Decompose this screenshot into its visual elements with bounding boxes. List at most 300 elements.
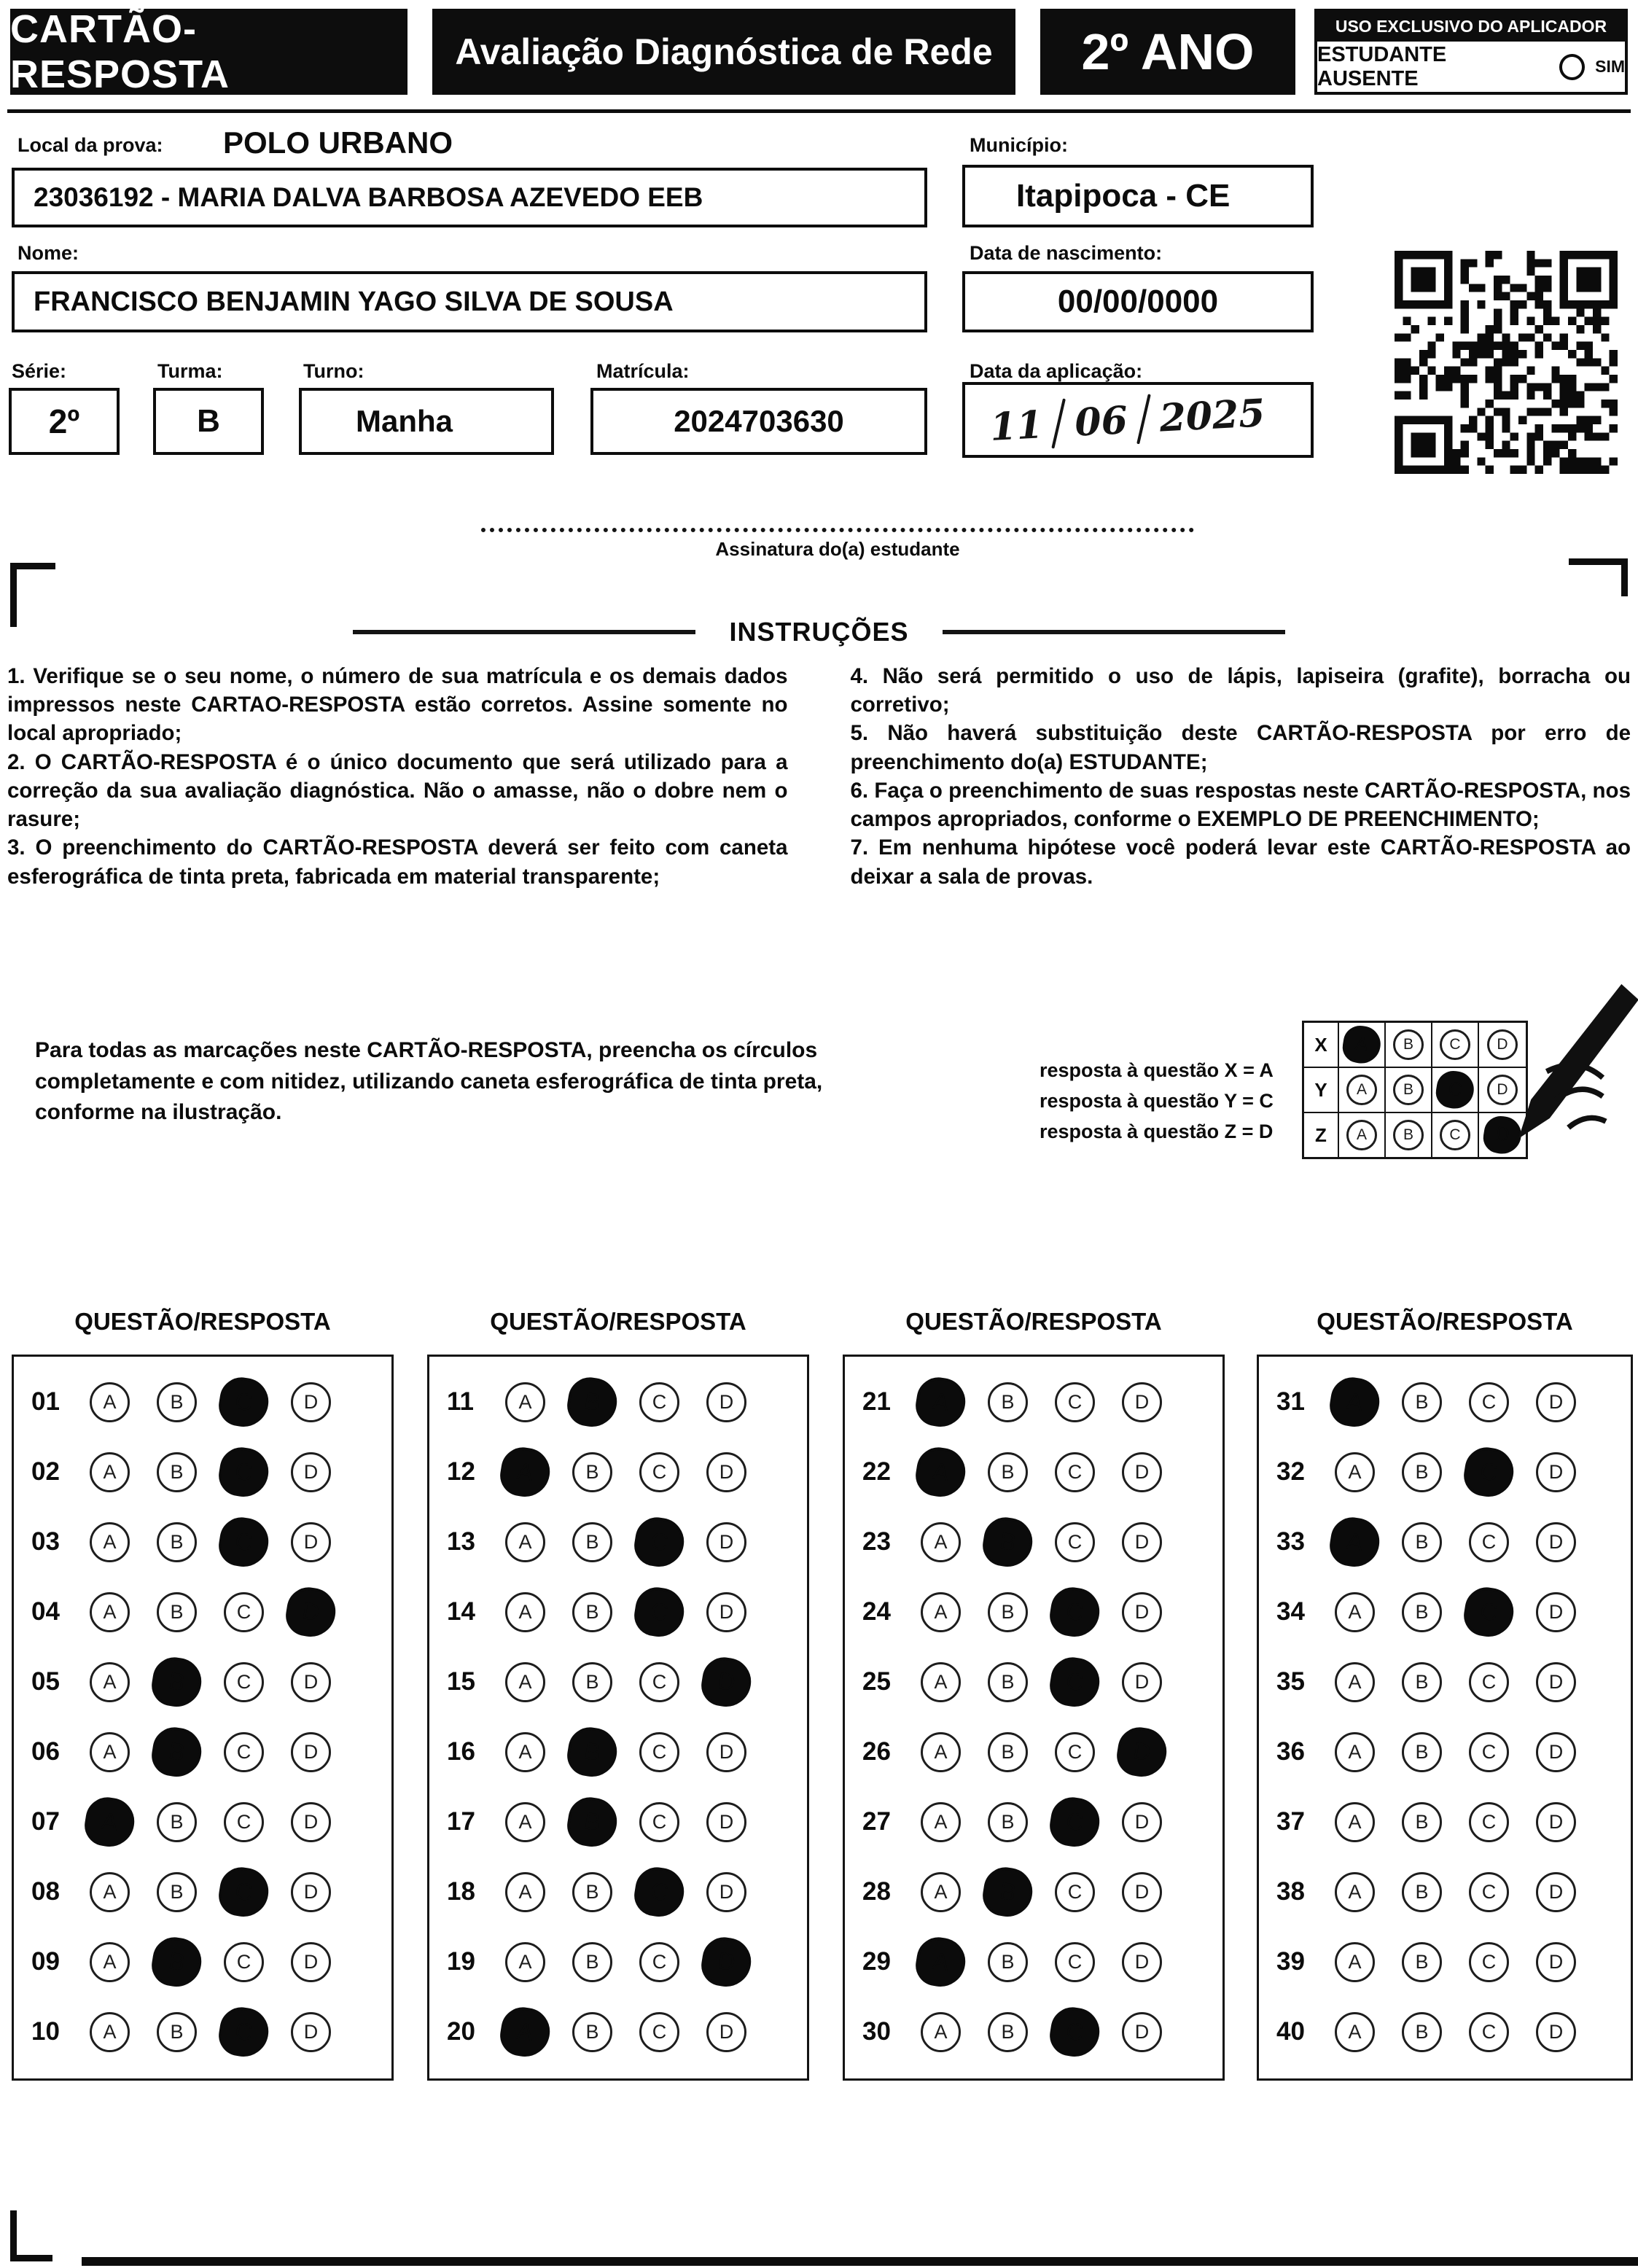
question-number: 16: [447, 1737, 475, 1766]
answer-bubble-18-d[interactable]: D: [706, 1872, 746, 1912]
answer-bubble-30-b[interactable]: B: [988, 2012, 1028, 2052]
answer-row: [1259, 1997, 1631, 2067]
question-number: 14: [447, 1597, 475, 1626]
answer-bubble-05-c[interactable]: C: [224, 1662, 264, 1702]
answer-bubble-29-c[interactable]: C: [1055, 1942, 1095, 1982]
answer-bubble-01-b[interactable]: B: [157, 1382, 197, 1422]
answer-bubble-35-a[interactable]: A: [1335, 1662, 1375, 1702]
answer-bubble-01-d[interactable]: D: [291, 1382, 331, 1422]
question-number: 32: [1276, 1457, 1305, 1486]
answer-row: [845, 1997, 1222, 2067]
example-bubble-cell: [1432, 1023, 1479, 1067]
question-number: 31: [1276, 1387, 1305, 1416]
answer-bubble-13-a[interactable]: A: [505, 1522, 545, 1562]
answer-bubble-12-c[interactable]: C: [639, 1452, 679, 1492]
answer-row: [1259, 1437, 1631, 1507]
answer-row: [429, 1367, 807, 1437]
answer-bubble-10-a[interactable]: A: [90, 2012, 130, 2052]
instruction-item: 6. Faça o preenchimento de suas respostas neste CARTÃO-RESPOSTA, nos campos apropriados, conforme o EXEMPLO DE PREENCHIMENTO;: [850, 778, 1631, 832]
answer-bubble-31-d[interactable]: D: [1536, 1382, 1576, 1422]
answer-bubble-17-c[interactable]: C: [639, 1802, 679, 1842]
answer-bubble-38-a[interactable]: A: [1335, 1872, 1375, 1912]
answer-bubble-04-c[interactable]: C: [224, 1592, 264, 1632]
question-number: 40: [1276, 2017, 1305, 2046]
answer-bubble-07-c[interactable]: C: [224, 1802, 264, 1842]
pen-hand-illustration: [1484, 980, 1638, 1169]
question-number: 08: [31, 1877, 60, 1906]
answer-bubble-14-b[interactable]: B: [572, 1592, 612, 1632]
answer-bubble-35-c[interactable]: C: [1469, 1662, 1509, 1702]
answer-bubble-02-c[interactable]: C: [216, 1444, 272, 1500]
answer-bubble-24-a[interactable]: A: [921, 1592, 961, 1632]
answer-bubble-06-d[interactable]: D: [291, 1732, 331, 1772]
answer-bubble-33-d[interactable]: D: [1536, 1522, 1576, 1562]
answer-bubble-01-c[interactable]: C: [216, 1374, 272, 1430]
answer-bubble-18-b[interactable]: B: [572, 1872, 612, 1912]
answer-bubble-13-d[interactable]: D: [706, 1522, 746, 1562]
answer-column-header: QUESTÃO/RESPOSTA: [1317, 1308, 1573, 1335]
answer-bubble-38-c[interactable]: C: [1469, 1872, 1509, 1912]
answer-bubble-37-d[interactable]: D: [1536, 1802, 1576, 1842]
answer-bubble-09-d[interactable]: D: [291, 1942, 331, 1982]
answer-bubble-22-d[interactable]: D: [1122, 1452, 1162, 1492]
answer-row: [429, 1577, 807, 1647]
answer-bubble-28-d[interactable]: D: [1122, 1872, 1162, 1912]
answer-bubble-03-d[interactable]: D: [291, 1522, 331, 1562]
instruction-item: 2. O CARTÃO-RESPOSTA é o único documento que será utilizado para a correção da sua avaliação diagnóstica. Não o amasse, não o dobre nem o rasure;: [7, 749, 788, 832]
answer-row: [14, 1437, 391, 1507]
answer-bubble-23-b[interactable]: B: [980, 1514, 1036, 1570]
question-number: 38: [1276, 1877, 1305, 1906]
answer-row: [429, 1507, 807, 1577]
answer-bubble-27-b[interactable]: B: [988, 1802, 1028, 1842]
answer-bubble-23-a[interactable]: A: [921, 1522, 961, 1562]
answer-bubble-37-a[interactable]: A: [1335, 1802, 1375, 1842]
example-bubble-x-d: D: [1487, 1029, 1518, 1060]
answer-bubble-19-b[interactable]: B: [572, 1942, 612, 1982]
answer-bubble-16-b[interactable]: B: [564, 1724, 620, 1780]
answer-bubble-15-a[interactable]: A: [505, 1662, 545, 1702]
answer-bubble-11-b[interactable]: B: [564, 1374, 620, 1430]
question-number: 17: [447, 1807, 475, 1836]
answer-bubble-02-a[interactable]: A: [90, 1452, 130, 1492]
answer-bubble-10-c[interactable]: C: [216, 2004, 272, 2060]
answer-row: [429, 1787, 807, 1857]
answer-bubble-03-b[interactable]: B: [157, 1522, 197, 1562]
question-number: 09: [31, 1947, 60, 1976]
answer-bubble-21-a[interactable]: A: [913, 1374, 969, 1430]
answer-row: [1259, 1367, 1631, 1437]
answer-row: [14, 1647, 391, 1717]
answer-bubble-38-d[interactable]: D: [1536, 1872, 1576, 1912]
answer-bubble-18-c[interactable]: C: [631, 1864, 687, 1920]
answer-bubble-36-c[interactable]: C: [1469, 1732, 1509, 1772]
answer-bubble-11-d[interactable]: D: [706, 1382, 746, 1422]
answer-bubble-07-a[interactable]: A: [82, 1794, 138, 1850]
answer-bubble-16-a[interactable]: A: [505, 1732, 545, 1772]
signature-label: Assinatura do(a) estudante: [715, 538, 960, 560]
answer-bubble-21-d[interactable]: D: [1122, 1382, 1162, 1422]
answer-row: [14, 1787, 391, 1857]
answer-bubble-31-a[interactable]: A: [1327, 1374, 1383, 1430]
answer-row: [14, 1857, 391, 1927]
answer-bubble-28-c[interactable]: C: [1055, 1872, 1095, 1912]
student-name-field: FRANCISCO BENJAMIN YAGO SILVA DE SOUSA: [12, 271, 927, 332]
answer-bubble-25-d[interactable]: D: [1122, 1662, 1162, 1702]
answer-bubble-13-b[interactable]: B: [572, 1522, 612, 1562]
birth-date-field: 00/00/0000: [962, 271, 1314, 332]
answer-column-header: QUESTÃO/RESPOSTA: [905, 1308, 1162, 1335]
answer-bubble-24-d[interactable]: D: [1122, 1592, 1162, 1632]
school-field: 23036192 - MARIA DALVA BARBOSA AZEVEDO EEB: [12, 168, 927, 227]
answer-bubble-30-d[interactable]: D: [1122, 2012, 1162, 2052]
answer-bubble-13-c[interactable]: C: [631, 1514, 687, 1570]
answer-row: [1259, 1717, 1631, 1787]
answer-bubble-11-a[interactable]: A: [505, 1382, 545, 1422]
answer-bubble-04-d[interactable]: D: [283, 1584, 339, 1640]
question-number: 13: [447, 1527, 475, 1556]
instruction-item: 5. Não haverá substituição deste CARTÃO-RESPOSTA por erro de preenchimento do(a) ESTUDANTE;: [850, 721, 1631, 774]
question-number: 39: [1276, 1947, 1305, 1976]
question-number: 05: [31, 1667, 60, 1696]
answer-row: [429, 1997, 807, 2067]
answer-bubble-01-a[interactable]: A: [90, 1382, 130, 1422]
answer-bubble-14-c[interactable]: C: [631, 1584, 687, 1640]
example-bubble-z-b: B: [1393, 1120, 1424, 1150]
answer-bubble-02-d[interactable]: D: [291, 1452, 331, 1492]
answer-row: [14, 1927, 391, 1997]
instruction-item: 4. Não será permitido o uso de lápis, lapiseira (grafite), borracha ou corretivo;: [850, 664, 1631, 717]
answer-bubble-29-a[interactable]: A: [913, 1934, 969, 1990]
answer-bubble-19-d[interactable]: D: [698, 1934, 754, 1990]
answer-row: [845, 1787, 1222, 1857]
answer-row: [14, 1507, 391, 1577]
nome-label: Nome:: [17, 242, 79, 264]
answer-bubble-09-b[interactable]: B: [149, 1934, 205, 1990]
answer-bubble-18-a[interactable]: A: [505, 1872, 545, 1912]
answer-bubble-40-b[interactable]: B: [1402, 2012, 1442, 2052]
answer-bubble-27-d[interactable]: D: [1122, 1802, 1162, 1842]
answer-bubble-39-d[interactable]: D: [1536, 1942, 1576, 1982]
example-bubble-cell: [1339, 1113, 1386, 1157]
answer-bubble-25-c[interactable]: C: [1047, 1654, 1103, 1710]
answer-bubble-24-c[interactable]: C: [1047, 1584, 1103, 1640]
local-da-prova-value: POLO URBANO: [223, 125, 453, 160]
example-bubble-cell: [1386, 1068, 1432, 1112]
example-bubble-z-a: A: [1346, 1120, 1377, 1150]
header: [10, 9, 1628, 95]
answer-bubble-39-c[interactable]: C: [1469, 1942, 1509, 1982]
answer-bubble-40-c[interactable]: C: [1469, 2012, 1509, 2052]
question-number: 28: [862, 1877, 891, 1906]
answer-bubble-15-c[interactable]: C: [639, 1662, 679, 1702]
answer-column-box: [427, 1355, 809, 2081]
turma-label: Turma:: [157, 360, 223, 382]
question-number: 23: [862, 1527, 891, 1556]
answer-bubble-29-d[interactable]: D: [1122, 1942, 1162, 1982]
absent-label: ESTUDANTE AUSENTE: [1317, 42, 1447, 90]
answer-bubble-32-d[interactable]: D: [1536, 1452, 1576, 1492]
answer-bubble-15-b[interactable]: B: [572, 1662, 612, 1702]
question-number: 15: [447, 1667, 475, 1696]
instructions-header: [0, 617, 1638, 647]
answer-bubble-37-c[interactable]: C: [1469, 1802, 1509, 1842]
answer-bubble-40-d[interactable]: D: [1536, 2012, 1576, 2052]
answer-bubble-08-b[interactable]: B: [157, 1872, 197, 1912]
instructions-right: [851, 662, 1631, 891]
answer-bubble-34-c[interactable]: C: [1461, 1584, 1517, 1640]
answer-bubble-40-a[interactable]: A: [1335, 2012, 1375, 2052]
example-caption-line: resposta à questão X = A: [1040, 1059, 1274, 1081]
answer-row: [429, 1437, 807, 1507]
answer-bubble-35-b[interactable]: B: [1402, 1662, 1442, 1702]
answer-bubble-05-b[interactable]: B: [149, 1654, 205, 1710]
answer-bubble-27-a[interactable]: A: [921, 1802, 961, 1842]
applicator-box: [1314, 9, 1628, 95]
answer-bubble-08-c[interactable]: C: [216, 1864, 272, 1920]
answer-row: [1259, 1787, 1631, 1857]
example-caption-line: resposta à questão Y = C: [1040, 1089, 1274, 1112]
answer-bubble-06-b[interactable]: B: [149, 1724, 205, 1780]
local-da-prova-label: Local da prova:: [17, 134, 163, 156]
answer-bubble-09-a[interactable]: A: [90, 1942, 130, 1982]
answer-bubble-14-d[interactable]: D: [706, 1592, 746, 1632]
answer-bubble-07-d[interactable]: D: [291, 1802, 331, 1842]
signature-line[interactable]: [481, 528, 1194, 532]
answer-bubble-22-c[interactable]: C: [1055, 1452, 1095, 1492]
handwritten-separator: [1052, 398, 1066, 448]
answer-bubble-08-a[interactable]: A: [90, 1872, 130, 1912]
answer-bubble-26-c[interactable]: C: [1055, 1732, 1095, 1772]
example-row-label: X: [1304, 1023, 1339, 1067]
answer-bubble-17-b[interactable]: B: [564, 1794, 620, 1850]
crop-mark-bottom-left: [10, 2210, 52, 2261]
answer-bubble-20-a[interactable]: A: [497, 2004, 553, 2060]
question-number: 33: [1276, 1527, 1305, 1556]
question-number: 19: [447, 1947, 475, 1976]
answer-bubble-36-d[interactable]: D: [1536, 1732, 1576, 1772]
answer-bubble-34-b[interactable]: B: [1402, 1592, 1442, 1632]
example-bubble-x-a: A: [1341, 1024, 1384, 1067]
question-number: 10: [31, 2017, 60, 2046]
answer-column-box: [843, 1355, 1225, 2081]
answer-bubble-20-b[interactable]: B: [572, 2012, 612, 2052]
answer-bubble-31-c[interactable]: C: [1469, 1382, 1509, 1422]
question-number: 35: [1276, 1667, 1305, 1696]
answer-bubble-17-a[interactable]: A: [505, 1802, 545, 1842]
question-number: 03: [31, 1527, 60, 1556]
answer-bubble-31-b[interactable]: B: [1402, 1382, 1442, 1422]
answer-bubble-30-a[interactable]: A: [921, 2012, 961, 2052]
answer-bubble-12-a[interactable]: A: [497, 1444, 553, 1500]
example-bubble-x-b: B: [1393, 1029, 1424, 1060]
municipio-field: Itapipoca - CE: [962, 165, 1314, 227]
answer-bubble-36-b[interactable]: B: [1402, 1732, 1442, 1772]
answer-bubble-19-c[interactable]: C: [639, 1942, 679, 1982]
sheet-title: CARTÃO-RESPOSTA: [10, 9, 407, 95]
question-number: 20: [447, 2017, 475, 2046]
fill-note: Para todas as marcações neste CARTÃO-RESPOSTA, preencha os círculos completamente e com nitidez, utilizando caneta esferográfica de tinta preta, conforme na ilustração.: [35, 1038, 823, 1125]
answer-bubble-15-d[interactable]: D: [698, 1654, 754, 1710]
answer-bubble-25-a[interactable]: A: [921, 1662, 961, 1702]
question-number: 02: [31, 1457, 60, 1486]
example-bubble-cell: [1386, 1023, 1432, 1067]
question-number: 06: [31, 1737, 60, 1766]
answer-bubble-06-a[interactable]: A: [90, 1732, 130, 1772]
question-number: 22: [862, 1457, 891, 1486]
answer-bubble-22-a[interactable]: A: [913, 1444, 969, 1500]
handwritten-year: 2025: [1158, 390, 1266, 441]
handwritten-day: 11: [988, 402, 1045, 450]
answer-bubble-20-c[interactable]: C: [639, 2012, 679, 2052]
instruction-item: 3. O preenchimento do CARTÃO-RESPOSTA deverá ser feito com caneta esferográfica de tinta preta, fabricada em material transparente;: [7, 835, 788, 889]
municipio-label: Município:: [970, 134, 1068, 156]
answer-bubble-37-b[interactable]: B: [1402, 1802, 1442, 1842]
answer-bubble-33-b[interactable]: B: [1402, 1522, 1442, 1562]
answer-bubble-05-a[interactable]: A: [90, 1662, 130, 1702]
example-captions: [1040, 1056, 1274, 1147]
answer-bubble-39-a[interactable]: A: [1335, 1942, 1375, 1982]
answer-bubble-21-b[interactable]: B: [988, 1382, 1028, 1422]
answer-bubble-09-c[interactable]: C: [224, 1942, 264, 1982]
question-number: 01: [31, 1387, 60, 1416]
answer-bubble-21-c[interactable]: C: [1055, 1382, 1095, 1422]
example-row-label: Z: [1304, 1113, 1339, 1157]
answer-bubble-10-d[interactable]: D: [291, 2012, 331, 2052]
answer-bubble-32-b[interactable]: B: [1402, 1452, 1442, 1492]
answer-bubble-32-c[interactable]: C: [1461, 1444, 1517, 1500]
answer-row: [1259, 1927, 1631, 1997]
serie-label: Série:: [12, 360, 67, 382]
example-bubble-y-d: D: [1487, 1075, 1518, 1105]
answer-column-header: QUESTÃO/RESPOSTA: [74, 1308, 331, 1335]
answer-row: [14, 1577, 391, 1647]
example-bubble-cell: [1339, 1068, 1386, 1112]
answer-bubble-35-d[interactable]: D: [1536, 1662, 1576, 1702]
answer-bubble-10-b[interactable]: B: [157, 2012, 197, 2052]
handwritten-separator: [1136, 394, 1151, 444]
answer-bubble-22-b[interactable]: B: [988, 1452, 1028, 1492]
answer-bubble-24-b[interactable]: B: [988, 1592, 1028, 1632]
answer-bubble-32-a[interactable]: A: [1335, 1452, 1375, 1492]
answer-bubble-34-a[interactable]: A: [1335, 1592, 1375, 1632]
header-divider: [7, 109, 1631, 113]
answer-bubble-33-c[interactable]: C: [1469, 1522, 1509, 1562]
answer-bubble-26-d[interactable]: D: [1114, 1724, 1170, 1780]
answer-bubble-30-c[interactable]: C: [1047, 2004, 1103, 2060]
answer-bubble-04-a[interactable]: A: [90, 1592, 130, 1632]
matricula-field: 2024703630: [590, 388, 927, 455]
question-number: 11: [447, 1387, 474, 1416]
answer-bubble-07-b[interactable]: B: [157, 1802, 197, 1842]
answer-bubble-03-a[interactable]: A: [90, 1522, 130, 1562]
answer-row: [1259, 1647, 1631, 1717]
answer-bubble-20-d[interactable]: D: [706, 2012, 746, 2052]
answer-bubble-04-b[interactable]: B: [157, 1592, 197, 1632]
answer-bubble-26-b[interactable]: B: [988, 1732, 1028, 1772]
answer-bubble-12-d[interactable]: D: [706, 1452, 746, 1492]
answer-row: [429, 1647, 807, 1717]
assessment-title: Avaliação Diagnóstica de Rede: [432, 9, 1015, 95]
answer-bubble-23-c[interactable]: C: [1055, 1522, 1095, 1562]
answer-bubble-25-b[interactable]: B: [988, 1662, 1028, 1702]
answer-bubble-36-a[interactable]: A: [1335, 1732, 1375, 1772]
instructions-rule-right: [943, 630, 1285, 634]
absent-option-label: SIM: [1595, 57, 1625, 76]
answer-row: [845, 1717, 1222, 1787]
question-number: 26: [862, 1737, 891, 1766]
question-number: 27: [862, 1807, 891, 1836]
answer-row: [429, 1857, 807, 1927]
absent-checkbox[interactable]: [1559, 54, 1586, 80]
answer-bubble-19-a[interactable]: A: [505, 1942, 545, 1982]
answer-bubble-28-b[interactable]: B: [980, 1864, 1036, 1920]
answer-row: [845, 1577, 1222, 1647]
instruction-item: 1. Verifique se o seu nome, o número de sua matrícula e os demais dados impressos neste CARTAO-RESPOSTA estão corretos. Assine somente no local apropriado;: [7, 664, 788, 746]
grade-badge: 2º ANO: [1040, 9, 1295, 95]
answer-bubble-14-a[interactable]: A: [505, 1592, 545, 1632]
answer-bubble-27-c[interactable]: C: [1047, 1794, 1103, 1850]
answer-bubble-02-b[interactable]: B: [157, 1452, 197, 1492]
answer-row: [845, 1507, 1222, 1577]
instructions-section: [7, 662, 1631, 891]
answer-bubble-23-d[interactable]: D: [1122, 1522, 1162, 1562]
example-bubble-cell: [1432, 1113, 1479, 1157]
answer-bubble-12-b[interactable]: B: [572, 1452, 612, 1492]
instruction-item: 7. Em nenhuma hipótese você poderá levar este CARTÃO-RESPOSTA ao deixar a sala de provas.: [850, 835, 1631, 889]
answer-bubble-26-a[interactable]: A: [921, 1732, 961, 1772]
application-date-field: [962, 382, 1314, 458]
example-bubble-x-c: C: [1440, 1029, 1470, 1060]
answer-row: [429, 1927, 807, 1997]
answer-column-header: QUESTÃO/RESPOSTA: [490, 1308, 746, 1335]
answer-bubble-03-c[interactable]: C: [216, 1514, 272, 1570]
answer-bubble-11-c[interactable]: C: [639, 1382, 679, 1422]
example-caption-line: resposta à questão Z = D: [1040, 1120, 1274, 1142]
answer-bubble-38-b[interactable]: B: [1402, 1872, 1442, 1912]
example-bubble-cell: [1339, 1023, 1386, 1067]
answer-bubble-39-b[interactable]: B: [1402, 1942, 1442, 1982]
answer-row: [845, 1857, 1222, 1927]
handwritten-date: [988, 387, 1266, 453]
answer-bubble-06-c[interactable]: C: [224, 1732, 264, 1772]
answer-row: [1259, 1857, 1631, 1927]
answer-bubble-16-c[interactable]: C: [639, 1732, 679, 1772]
answer-row: [14, 1997, 391, 2067]
answer-bubble-05-d[interactable]: D: [291, 1662, 331, 1702]
answer-row: [845, 1647, 1222, 1717]
answer-row: [845, 1367, 1222, 1437]
question-number: 36: [1276, 1737, 1305, 1766]
example-bubble-z-c: C: [1440, 1120, 1470, 1150]
answer-bubble-34-d[interactable]: D: [1536, 1592, 1576, 1632]
scan-edge-bar: [82, 2257, 1638, 2266]
serie-field: 2º: [9, 388, 120, 455]
answer-bubble-17-d[interactable]: D: [706, 1802, 746, 1842]
turma-field: B: [153, 388, 264, 455]
answer-bubble-08-d[interactable]: D: [291, 1872, 331, 1912]
instructions-left: [7, 662, 788, 891]
answer-bubble-16-d[interactable]: D: [706, 1732, 746, 1772]
question-number: 25: [862, 1667, 891, 1696]
answer-bubble-28-a[interactable]: A: [921, 1872, 961, 1912]
question-number: 34: [1276, 1597, 1305, 1626]
answer-bubble-29-b[interactable]: B: [988, 1942, 1028, 1982]
example-bubble-cell: [1386, 1113, 1432, 1157]
answer-row: [14, 1367, 391, 1437]
answer-bubble-33-a[interactable]: A: [1327, 1514, 1383, 1570]
data-nascimento-label: Data de nascimento:: [970, 242, 1163, 264]
